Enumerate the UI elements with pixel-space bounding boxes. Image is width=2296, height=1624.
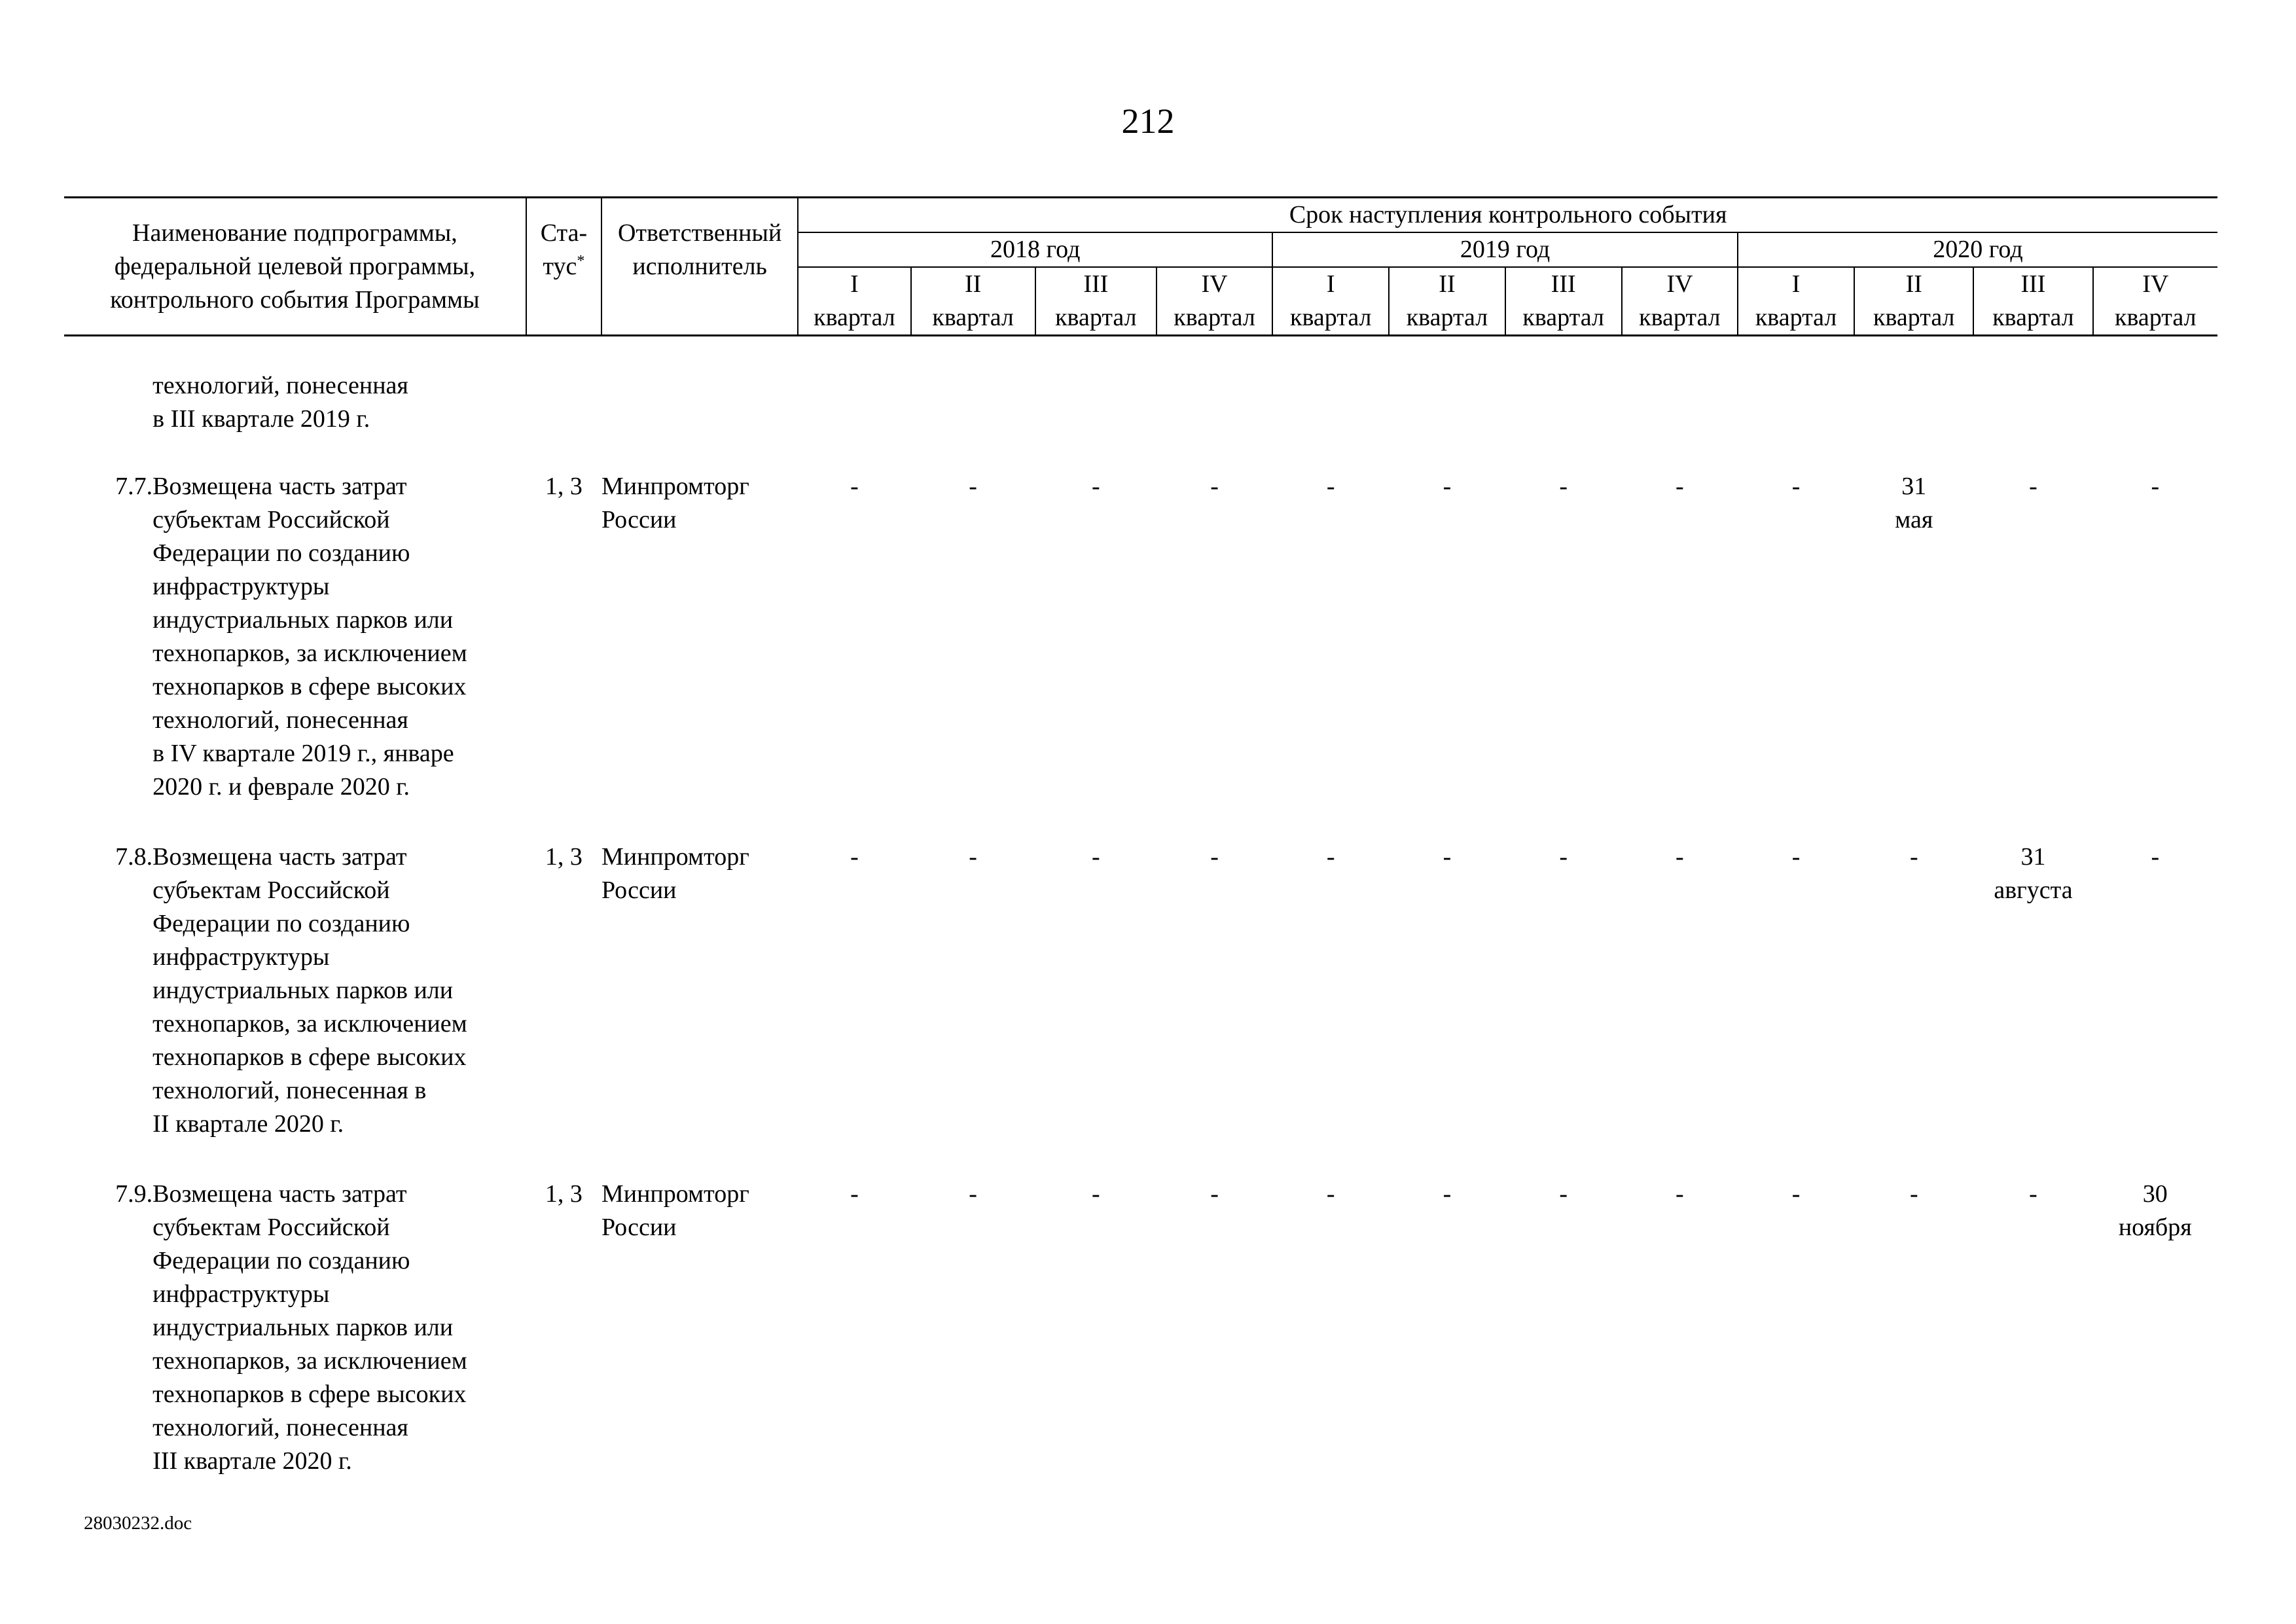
quarter-value: - xyxy=(1909,843,1918,871)
event-name-line: Возмещена часть затрат xyxy=(152,473,407,500)
event-name-line: Федерации по созданию xyxy=(152,1247,410,1274)
quarter-cell xyxy=(911,840,1035,1178)
quarter-value: - xyxy=(2029,1180,2037,1208)
table-body xyxy=(64,336,2217,1515)
quarter-cell xyxy=(1505,840,1622,1178)
quarter-value: - xyxy=(1443,473,1452,500)
header-quarter-number: IV xyxy=(1622,267,1738,301)
quarter-cell xyxy=(1389,470,1505,840)
executor-line: России xyxy=(601,1214,677,1241)
quarter-value: - xyxy=(1676,843,1684,871)
quarter-value: - xyxy=(1092,473,1100,500)
executor-line: Минпромторг xyxy=(601,473,749,500)
quarter-value: - xyxy=(850,473,859,500)
quarter-value: - xyxy=(1443,1180,1452,1208)
event-name-line: Федерации по созданию xyxy=(152,910,410,937)
event-name-line: субъектам Российской xyxy=(152,876,390,904)
header-executor-column xyxy=(601,198,798,336)
quarter-value: мая xyxy=(1895,506,1933,533)
quarter-cell xyxy=(1389,1178,1505,1515)
quarter-cell xyxy=(1157,840,1272,1178)
quarter-value: - xyxy=(1210,1180,1219,1208)
event-name-line: II квартале 2020 г. xyxy=(152,1110,344,1138)
row-number: 7.8. xyxy=(115,843,153,871)
quarter-value: - xyxy=(850,1180,859,1208)
quarter-cell xyxy=(1505,470,1622,840)
status-value: 1, 3 xyxy=(545,843,583,871)
event-name-line: технопарков, за исключением xyxy=(152,1347,467,1375)
quarter-value: - xyxy=(1326,1180,1335,1208)
header-quarter-label: квартал xyxy=(1157,301,1272,336)
quarter-cell xyxy=(1738,470,1854,840)
event-name-line: технопарков, за исключением xyxy=(152,1010,467,1038)
header-status-column xyxy=(526,198,601,336)
header-name-line: контрольного события Программы xyxy=(110,286,480,314)
header-quarter-number: II xyxy=(911,267,1035,301)
quarter-cell xyxy=(1738,1178,1854,1515)
event-name-line: индустриальных парков или xyxy=(152,1314,454,1341)
header-quarter-number: I xyxy=(798,267,910,301)
quarter-cell xyxy=(911,1178,1035,1515)
event-name-line: в IV квартале 2019 г., январе xyxy=(152,740,454,767)
quarter-cell xyxy=(1854,1178,1973,1515)
quarter-value: - xyxy=(1791,1180,1801,1208)
quarter-value: - xyxy=(969,1180,977,1208)
table-row xyxy=(64,840,2217,1178)
quarter-value: - xyxy=(1092,1180,1100,1208)
table-row xyxy=(64,1178,2217,1515)
quarter-value: 31 xyxy=(1901,473,1927,500)
header-quarter-number: III xyxy=(1035,267,1157,301)
event-name-cell xyxy=(152,1178,526,1515)
header-quarter-number: III xyxy=(1505,267,1622,301)
event-name-line: технологий, понесенная xyxy=(152,1414,408,1441)
quarter-cell xyxy=(911,470,1035,840)
quarter-cell xyxy=(1035,1178,1157,1515)
header-quarter-number: II xyxy=(1389,267,1505,301)
header-year-2019: 2019 год xyxy=(1272,232,1738,267)
header-quarter-number: II xyxy=(1854,267,1973,301)
executor-line: Минпромторг xyxy=(601,843,749,871)
quarter-cell xyxy=(1272,470,1389,840)
event-name-line: индустриальных парков или xyxy=(152,977,454,1004)
quarter-cell xyxy=(1157,1178,1272,1515)
header-quarter-label: квартал xyxy=(1854,301,1973,336)
quarter-value: - xyxy=(1210,843,1219,871)
quarter-value: - xyxy=(969,843,977,871)
quarter-value: 30 xyxy=(2142,1180,2168,1208)
header-quarter-label: квартал xyxy=(911,301,1035,336)
header-name-line: федеральной целевой программы, xyxy=(114,253,476,280)
quarter-value: - xyxy=(2151,843,2160,871)
row-number: 7.9. xyxy=(115,1180,153,1208)
header-status-line: Ста- xyxy=(540,219,588,247)
header-quarter-number: IV xyxy=(1157,267,1272,301)
quarter-cell xyxy=(1738,840,1854,1178)
quarter-cell xyxy=(1854,470,1973,840)
header-quarter-label: квартал xyxy=(798,301,910,336)
quarter-cell xyxy=(798,840,910,1178)
quarter-cell xyxy=(1854,840,1973,1178)
executor-line: России xyxy=(601,506,677,533)
event-name-line: Возмещена часть затрат xyxy=(152,1180,407,1208)
header-quarter-label: квартал xyxy=(1973,301,2092,336)
row-number: 7.7. xyxy=(115,473,153,500)
header-name-line: Наименование подпрограммы, xyxy=(132,219,457,247)
continuation-row xyxy=(64,336,2217,471)
status-value: 1, 3 xyxy=(545,473,583,500)
quarter-cell xyxy=(1035,470,1157,840)
row-number-cell xyxy=(64,336,152,471)
header-quarter-label: квартал xyxy=(1389,301,1505,336)
quarter-cell xyxy=(798,1178,910,1515)
event-name-line: технопарков в сфере высоких xyxy=(152,673,467,700)
page-number: 212 xyxy=(1121,101,1175,141)
event-name-line: III квартале 2020 г. xyxy=(152,1447,352,1475)
quarter-value: - xyxy=(1791,843,1801,871)
executor-line: Минпромторг xyxy=(601,1180,749,1208)
executor-cell xyxy=(601,1178,798,1515)
header-year-2020: 2020 год xyxy=(1738,232,2217,267)
event-name-line: субъектам Российской xyxy=(152,506,390,533)
header-quarter-label: квартал xyxy=(1505,301,1622,336)
header-quarter-label: квартал xyxy=(1622,301,1738,336)
event-name-line: инфраструктуры xyxy=(152,573,330,600)
continuation-empty-cell xyxy=(526,336,2217,471)
name-line: в III квартале 2019 г. xyxy=(152,405,370,433)
header-quarter-number: IV xyxy=(2093,267,2217,301)
quarter-value: 31 xyxy=(2020,843,2046,871)
quarter-value: - xyxy=(1909,1180,1918,1208)
quarter-cell xyxy=(1973,1178,2092,1515)
quarter-value: ноября xyxy=(2118,1214,2192,1241)
executor-cell xyxy=(601,840,798,1178)
quarter-value: - xyxy=(2029,473,2037,500)
event-name-line: технопарков, за исключением xyxy=(152,640,467,667)
continuation-name-cell xyxy=(152,336,526,471)
header-quarter-label: квартал xyxy=(1272,301,1389,336)
quarter-cell xyxy=(2093,1178,2217,1515)
executor-cell xyxy=(601,470,798,840)
quarter-value: - xyxy=(1791,473,1801,500)
quarter-value: - xyxy=(2151,473,2160,500)
quarter-cell xyxy=(1622,840,1738,1178)
header-deadline-group: Срок наступления контрольного события xyxy=(798,198,2217,233)
header-status-line xyxy=(527,250,601,283)
event-name-cell xyxy=(152,840,526,1178)
quarter-value: - xyxy=(969,473,977,500)
header-status-text: тус xyxy=(543,253,577,280)
event-name-line: Возмещена часть затрат xyxy=(152,843,407,871)
quarter-cell xyxy=(1389,840,1505,1178)
event-name-line: 2020 г. и феврале 2020 г. xyxy=(152,773,410,801)
quarter-cell xyxy=(1035,840,1157,1178)
quarter-value: - xyxy=(1210,473,1219,500)
event-name-line: технологий, понесенная xyxy=(152,706,408,734)
header-executor-line: исполнитель xyxy=(632,253,767,280)
event-name-line: Федерации по созданию xyxy=(152,539,410,567)
quarter-cell xyxy=(1973,470,2092,840)
quarter-cell xyxy=(2093,840,2217,1178)
header-quarter-label: квартал xyxy=(2093,301,2217,336)
name-line: технологий, понесенная xyxy=(152,372,408,399)
quarter-value: августа xyxy=(1994,876,2073,904)
quarter-cell xyxy=(1157,470,1272,840)
table-row xyxy=(64,470,2217,840)
quarter-value: - xyxy=(1676,473,1684,500)
event-name-line: инфраструктуры xyxy=(152,1280,330,1308)
footnote-mark: * xyxy=(577,253,585,270)
quarter-cell xyxy=(1622,470,1738,840)
event-name-cell xyxy=(152,470,526,840)
quarter-value: - xyxy=(1559,473,1568,500)
event-name-line: технологий, понесенная в xyxy=(152,1077,427,1104)
quarter-value: - xyxy=(850,843,859,871)
header-quarter-label: квартал xyxy=(1035,301,1157,336)
executor-line: России xyxy=(601,876,677,904)
quarter-value: - xyxy=(1326,473,1335,500)
header-quarter-number: I xyxy=(1272,267,1389,301)
quarter-value: - xyxy=(1326,843,1335,871)
header-quarter-number: III xyxy=(1973,267,2092,301)
quarter-cell xyxy=(1272,1178,1389,1515)
control-events-table xyxy=(64,196,2217,1515)
header-quarter-label: квартал xyxy=(1738,301,1854,336)
quarter-cell xyxy=(1622,1178,1738,1515)
header-quarter-number: I xyxy=(1738,267,1854,301)
event-name-line: инфраструктуры xyxy=(152,943,330,971)
header-year-2018: 2018 год xyxy=(798,232,1272,267)
document-filename: 28030232.doc xyxy=(84,1513,192,1534)
header-name-column xyxy=(64,198,526,336)
status-value: 1, 3 xyxy=(545,1180,583,1208)
quarter-value: - xyxy=(1559,1180,1568,1208)
table-header xyxy=(64,198,2217,336)
event-name-line: технопарков в сфере высоких xyxy=(152,1043,467,1071)
quarter-value: - xyxy=(1092,843,1100,871)
quarter-value: - xyxy=(1559,843,1568,871)
quarter-cell xyxy=(1973,840,2092,1178)
quarter-cell xyxy=(1505,1178,1622,1515)
header-executor-line: Ответственный xyxy=(617,219,782,247)
quarter-value: - xyxy=(1676,1180,1684,1208)
quarter-cell xyxy=(2093,470,2217,840)
quarter-cell xyxy=(1272,840,1389,1178)
quarter-cell xyxy=(798,470,910,840)
event-name-line: индустриальных парков или xyxy=(152,606,454,634)
quarter-value: - xyxy=(1443,843,1452,871)
event-name-line: субъектам Российской xyxy=(152,1214,390,1241)
event-name-line: технопарков в сфере высоких xyxy=(152,1380,467,1408)
